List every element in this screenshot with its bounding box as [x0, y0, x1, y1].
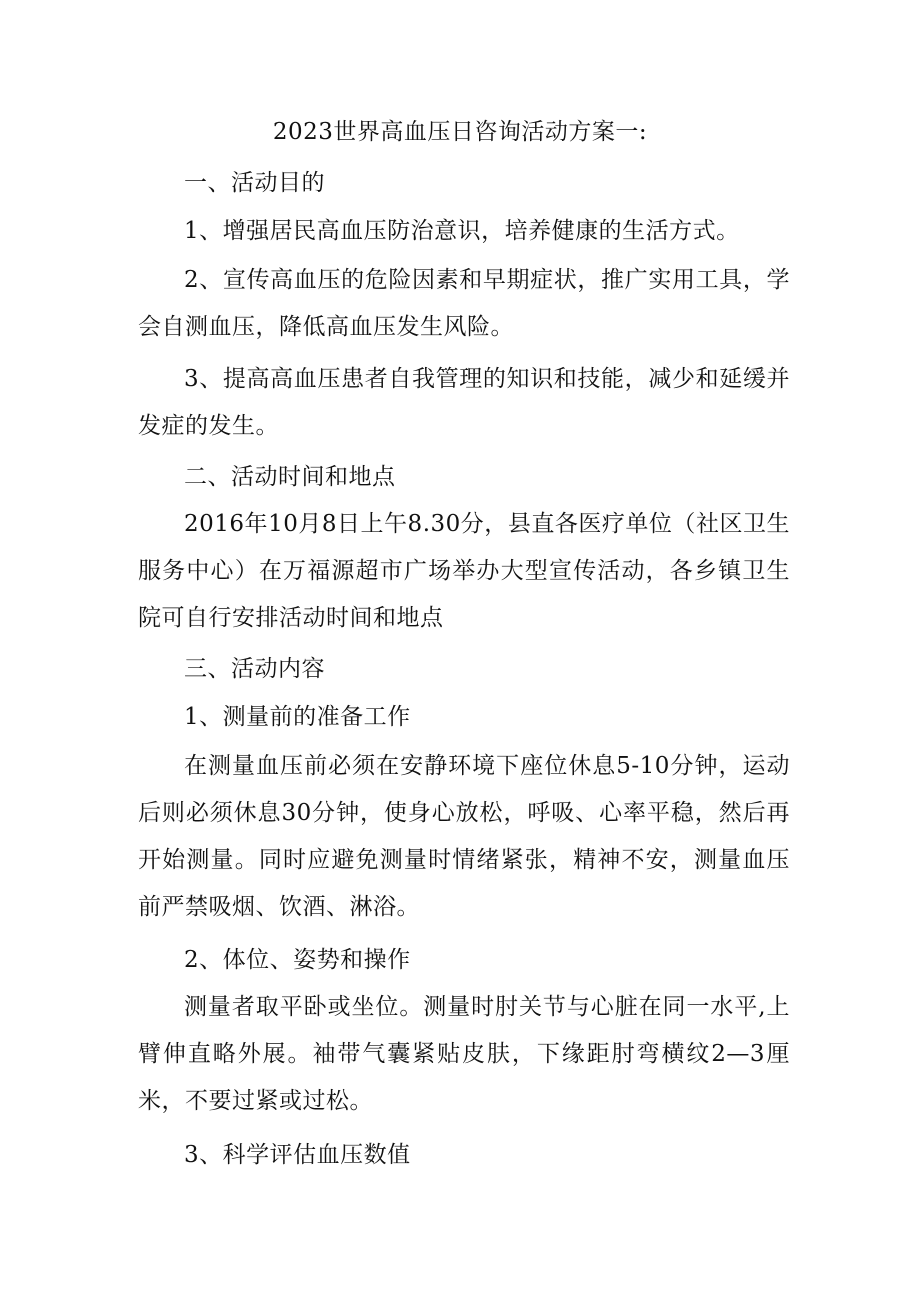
purpose-item-2: 2、宣传高血压的危险因素和早期症状，推广实用工具，学会自测血压，降低高血压发生风险。: [138, 267, 790, 340]
preparation-text: 在测量血压前必须在安静环境下座位休息5-10分钟，运动后则必须休息30分钟，使身心放松，呼吸、心率平稳，然后再开始测量。同时应避免测量时情绪紧张，精神不安，测量血压前严禁吸烟、饮酒、淋浴。: [138, 753, 790, 920]
purpose-item-3: 3、提高高血压患者自我管理的知识和技能，减少和延缓并发症的发生。: [138, 366, 790, 439]
subheading-preparation: 1、测量前的准备工作: [184, 704, 411, 730]
document-title: 2023世界高血压日咨询活动方案一:: [272, 119, 648, 145]
heading-time-and-place: 二、活动时间和地点: [184, 464, 396, 490]
heading-activity-content: 三、活动内容: [184, 656, 325, 682]
posture-text: 测量者取平卧或坐位。测量时肘关节与心脏在同一水平,上臂伸直略外展。袖带气囊紧贴皮肤，下缘距肘弯横纹2—3厘米，不要过紧或过松。: [138, 994, 790, 1114]
subheading-evaluation: 3、科学评估血压数值: [184, 1142, 411, 1168]
time-and-place-text: 2016年10月8日上午8.30分，县直各医疗单位（社区卫生服务中心）在万福源超市广场举办大型宣传活动，各乡镇卫生院可自行安排活动时间和地点: [138, 511, 790, 631]
heading-activity-purpose: 一、活动目的: [184, 170, 325, 196]
subheading-posture: 2、体位、姿势和操作: [184, 947, 411, 973]
purpose-item-1: 1、增强居民高血压防治意识，培养健康的生活方式。: [184, 218, 740, 244]
